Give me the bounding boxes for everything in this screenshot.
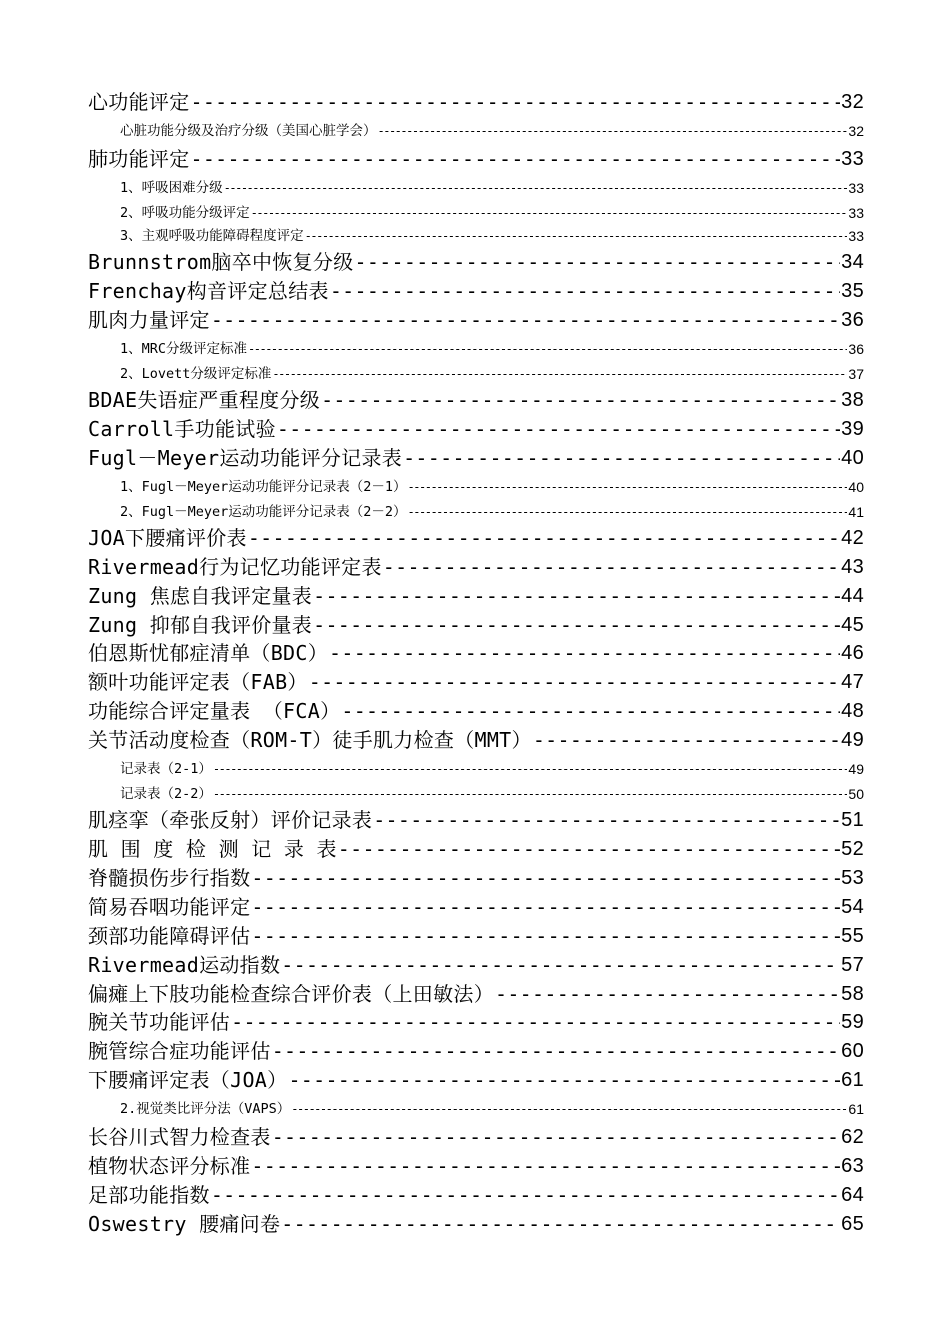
toc-entry[interactable] [88,553,864,582]
toc-leader-dashes [291,1095,847,1123]
toc-entry-title: Frenchay构音评定总结表 [88,279,329,304]
toc-entry[interactable] [88,726,864,755]
toc-page-number: 42 [841,526,864,549]
toc-leader-dashes [272,1037,840,1066]
toc-entry[interactable] [88,88,864,117]
toc-leader-dashes [309,668,840,697]
toc-entry[interactable] [88,306,864,335]
toc-entry-title: Zung 焦虑自我评定量表 [88,583,313,608]
toc-entry-title: 脊髓损伤步行指数 [88,865,251,890]
toc-entry-title: Rivermead运动指数 [88,952,281,977]
toc-leader-dashes [341,697,840,726]
toc-subentry[interactable] [88,1095,864,1123]
toc-subentry[interactable] [88,174,864,202]
toc-entry[interactable] [88,1037,864,1066]
table-of-contents [88,88,864,1239]
toc-leader-dashes [211,306,840,335]
toc-entry-title: Oswestry 腰痛问卷 [88,1211,281,1236]
toc-entry-title: JOA下腰痛评价表 [88,525,247,550]
toc-leader-dashes [248,524,840,553]
toc-subentry[interactable] [88,202,864,225]
toc-entry-title: 伯恩斯忧郁症清单（BDC） [88,641,329,666]
toc-entry[interactable] [88,951,864,980]
toc-entry[interactable] [88,1123,864,1152]
toc-entry[interactable] [88,145,864,174]
toc-entry-title: 记录表（2-2） [120,785,212,802]
toc-entry[interactable] [88,835,864,864]
toc-page-number: 50 [848,785,864,802]
toc-entry-title: Rivermead行为记忆功能评定表 [88,554,382,579]
toc-leader-dashes [224,174,848,202]
toc-page-number: 53 [841,866,864,889]
toc-entry-title: 肌 围 度 检 测 记 录 表 [88,837,337,862]
toc-page-number: 32 [848,122,864,139]
toc-page-number: 34 [841,251,864,274]
toc-entry[interactable] [88,1008,864,1037]
toc-entry-title: 腕关节功能评估 [88,1010,231,1035]
toc-entry-title: BDAE失语症严重程度分级 [88,388,321,412]
toc-page-number: 40 [841,446,864,469]
toc-entry-title: 2、呼吸功能分级评定 [120,204,250,221]
toc-subentry[interactable] [88,755,864,783]
toc-entry[interactable] [88,582,864,611]
toc-leader-dashes [378,117,848,145]
toc-page-number: 57 [841,953,864,976]
toc-leader-dashes [191,88,841,117]
toc-entry-title: 1、MRC分级评定标准 [120,340,248,357]
toc-subentry[interactable] [88,117,864,145]
toc-leader-dashes [272,363,847,386]
toc-entry-title: 长谷川式智力检查表 [88,1125,271,1150]
toc-page-number: 58 [841,982,864,1005]
toc-entry-title: 足部功能指数 [88,1182,210,1207]
toc-entry-title: 下腰痛评定表（JOA） [88,1068,288,1093]
toc-leader-dashes [281,1210,840,1239]
toc-entry-title: 腕管综合症功能评估 [88,1039,271,1064]
toc-entry-title: 2.视觉类比评分法（VAPS） [120,1101,291,1118]
toc-page-number: 48 [841,700,864,723]
toc-leader-dashes [281,951,840,980]
toc-page-number: 44 [841,584,864,607]
toc-page-number: 39 [841,417,864,440]
toc-subentry[interactable] [88,363,864,386]
toc-page-number: 61 [841,1069,864,1092]
toc-leader-dashes [251,922,840,951]
toc-page-number: 52 [841,838,864,861]
toc-entry-title: 2、Fugl－Meyer运动功能评分记录表（2－2） [120,503,407,520]
toc-leader-dashes [408,501,848,524]
toc-leader-dashes [231,1008,840,1037]
toc-entry[interactable] [88,415,864,444]
toc-page-number: 61 [848,1101,864,1118]
toc-entry-title: 偏瘫上下肢功能检查综合评价表（上田敏法） [88,981,494,1006]
toc-page-number: 35 [841,280,864,303]
toc-page-number: 49 [841,729,864,752]
toc-leader-dashes [403,444,840,473]
toc-page-number: 65 [841,1212,864,1235]
toc-entry-title: Fugl－Meyer运动功能评分记录表 [88,445,403,470]
toc-entry-title: 额叶功能评定表（FAB） [88,670,308,695]
toc-leader-dashes [288,1066,840,1095]
toc-leader-dashes [313,611,840,640]
toc-entry[interactable] [88,1152,864,1181]
toc-subentry[interactable] [88,501,864,524]
toc-page-number: 47 [841,671,864,694]
toc-entry-title: 2、Lovett分级评定标准 [120,365,272,382]
toc-leader-dashes [408,473,848,501]
toc-leader-dashes [213,783,848,806]
toc-entry[interactable] [88,697,864,726]
toc-entry[interactable] [88,444,864,473]
toc-entry-title: 1、Fugl－Meyer运动功能评分记录表（2－1） [120,478,407,495]
toc-entry-title: Zung 抑郁自我评价量表 [88,612,313,637]
toc-entry-title: 1、呼吸困难分级 [120,179,223,196]
toc-entry[interactable] [88,277,864,306]
toc-entry[interactable] [88,524,864,553]
toc-page-number: 46 [841,642,864,665]
toc-subentry[interactable] [88,225,864,248]
toc-leader-dashes [313,582,840,611]
toc-leader-dashes [533,726,840,755]
toc-leader-dashes [213,755,848,783]
toc-leader-dashes [305,225,848,248]
toc-leader-dashes [495,980,840,1009]
toc-page-number: 33 [848,179,864,196]
toc-page-number: 32 [841,90,864,113]
toc-page-number: 40 [848,478,864,495]
toc-entry[interactable] [88,248,864,277]
toc-entry-title: 心功能评定 [88,89,190,114]
toc-entry[interactable] [88,1066,864,1095]
toc-page-number: 36 [848,340,864,357]
toc-page-number: 64 [841,1183,864,1206]
toc-entry[interactable] [88,668,864,697]
toc-leader-dashes [338,835,840,864]
toc-entry-title: 颈部功能障碍评估 [88,923,251,948]
toc-entry-title: Brunnstrom脑卒中恢复分级 [88,250,354,275]
toc-entry[interactable] [88,893,864,922]
toc-subentry[interactable] [88,335,864,363]
toc-leader-dashes [330,277,840,306]
toc-entry-title: 肌肉力量评定 [88,307,210,332]
toc-page-number: 63 [841,1154,864,1177]
toc-entry-title: 肌痉挛（牵张反射）评价记录表 [88,808,373,833]
toc-leader-dashes [251,893,840,922]
toc-entry-title: 简易吞咽功能评定 [88,894,251,919]
toc-leader-dashes [251,864,840,893]
toc-entry-title: 记录表（2-1） [120,761,212,777]
toc-page-number: 43 [841,555,864,578]
toc-page-number: 33 [848,227,864,244]
toc-page-number: 33 [841,147,864,170]
toc-page-number: 36 [841,308,864,331]
toc-page-number: 38 [841,389,864,411]
toc-page-number: 49 [848,761,864,777]
toc-page-number: 62 [841,1126,864,1149]
toc-entry[interactable] [88,922,864,951]
toc-leader-dashes [191,145,841,174]
toc-page-number: 41 [848,503,864,520]
toc-leader-dashes [373,806,840,835]
toc-subentry[interactable] [88,783,864,806]
toc-entry-title: 植物状态评分标准 [88,1153,251,1178]
toc-entry[interactable] [88,864,864,893]
toc-page-number: 55 [841,924,864,947]
toc-entry-title: 功能综合评定量表 （FCA） [88,699,341,724]
toc-page-number: 37 [848,365,864,382]
toc-page-number: 54 [841,895,864,918]
toc-leader-dashes [277,415,840,444]
toc-leader-dashes [251,1152,840,1181]
toc-leader-dashes [329,639,840,668]
toc-entry[interactable] [88,386,864,415]
toc-leader-dashes [355,248,841,277]
toc-subentry[interactable] [88,473,864,501]
toc-leader-dashes [248,335,847,363]
toc-leader-dashes [272,1123,840,1152]
toc-page-number: 33 [848,204,864,221]
toc-leader-dashes [251,202,848,225]
toc-entry[interactable] [88,806,864,835]
toc-page-number: 60 [841,1040,864,1063]
toc-entry[interactable] [88,611,864,640]
toc-entry-title: Carroll手功能试验 [88,416,276,441]
toc-entry[interactable] [88,639,864,668]
toc-leader-dashes [211,1181,840,1210]
toc-entry[interactable] [88,1181,864,1210]
toc-entry-title: 心脏功能分级及治疗分级（美国心脏学会） [120,122,377,139]
toc-leader-dashes [321,386,840,415]
toc-entry[interactable] [88,980,864,1009]
toc-page-number: 45 [841,613,864,636]
toc-page-number: 51 [841,809,864,832]
toc-entry-title: 肺功能评定 [88,146,190,171]
toc-page-number: 59 [841,1011,864,1034]
toc-leader-dashes [383,553,840,582]
toc-entry-title: 3、主观呼吸功能障碍程度评定 [120,227,304,244]
toc-entry-title: 关节活动度检查（ROM-T）徒手肌力检查（MMT） [88,728,532,753]
toc-entry[interactable] [88,1210,864,1239]
